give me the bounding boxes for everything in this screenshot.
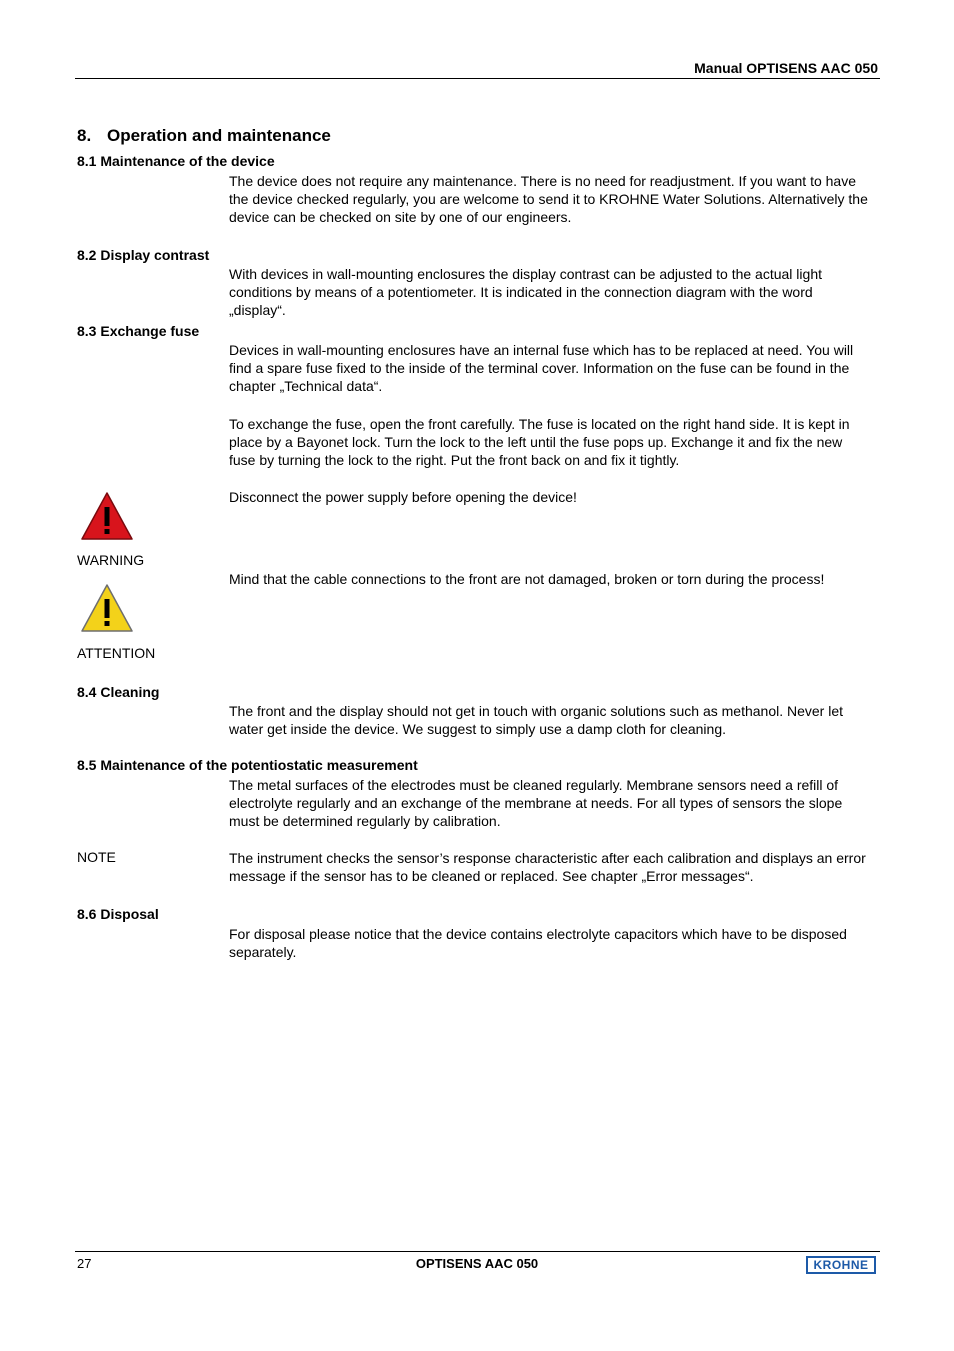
footer-title: OPTISENS AAC 050 <box>415 1256 539 1271</box>
section-heading-8-2: 8.2 Display contrast <box>77 247 210 263</box>
warning-sign-icon <box>80 491 134 541</box>
section-text-8-6: For disposal please notice that the device contains electrolyte capacitors which have to be disposed separately. <box>229 926 847 961</box>
section-heading-8-4: 8.4 Cleaning <box>77 684 160 700</box>
logo-text: KROHNE <box>813 1258 869 1272</box>
section-text-8-1: The device does not require any maintenance. There is no need for readjustment. If you want to have the device checked regularly, you are welcome to send it to KROHNE Water Solutions. Alternatively the device can be checked on site by one of our engineers. <box>229 173 868 226</box>
section-text-8-4: The front and the display should not get in touch with organic solutions such as methanol. Never let water get inside the device. We suggest to simply use a damp cloth for cleaning. <box>229 703 844 738</box>
section-heading-8-6: 8.6 Disposal <box>77 906 159 922</box>
section-heading-8-3: 8.3 Exchange fuse <box>77 323 200 339</box>
footer-rule <box>75 1251 880 1252</box>
section-text-8-3-a: Devices in wall-mounting enclosures have an internal fuse which has to be replaced at need. You will find a spare fuse fixed to the inside of the terminal cover. Information on the fuse can be found in the chapter „Technical data“. <box>229 342 854 395</box>
chapter-title: Operation and maintenance <box>107 126 331 145</box>
attention-sign-icon <box>80 583 134 633</box>
krohne-logo <box>806 1256 876 1274</box>
section-text-8-3-b: To exchange the fuse, open the front carefully. The fuse is located on the right hand side. It is kept in place by a Bayonet lock. Turn the lock to the left until the fuse pops up. Exchange it and fix the new fuse by turning the lock to the right. Put the front back on and fix it tightly. <box>229 416 850 469</box>
note-text: The instrument checks the sensor’s response characteristic after each calibration and displays an error message if the sensor has to be cleaned or replaced. See chapter „Error messages“. <box>229 850 866 885</box>
section-text-8-2: With devices in wall-mounting enclosures the display contrast can be adjusted to the actual light conditions by means of a potentiometer. It is indicated in the connection diagram with the word „display“. <box>229 266 822 319</box>
chapter-number: 8. <box>77 126 92 145</box>
attention-text: Mind that the cable connections to the front are not damaged, broken or torn during the process! <box>229 571 825 587</box>
attention-label: ATTENTION <box>77 645 156 661</box>
warning-text: Disconnect the power supply before opening the device! <box>229 489 577 505</box>
note-label: NOTE <box>77 849 116 865</box>
warning-label: WARNING <box>77 552 145 568</box>
section-heading-8-5: 8.5 Maintenance of the potentiostatic measurement <box>77 757 418 773</box>
header-title: Manual OPTISENS AAC 050 <box>694 60 878 76</box>
chapter-heading <box>77 126 331 146</box>
section-heading-8-1: 8.1 Maintenance of the device <box>77 153 275 169</box>
section-text-8-5: The metal surfaces of the electrodes must be cleaned regularly. Membrane sensors need a refill of electrolyte regularly and an exchange of the membrane at needs. For all types of sensors the slope must be determined regularly by calibration. <box>229 777 843 830</box>
page-number: 27 <box>77 1256 92 1271</box>
header-rule <box>75 78 880 79</box>
